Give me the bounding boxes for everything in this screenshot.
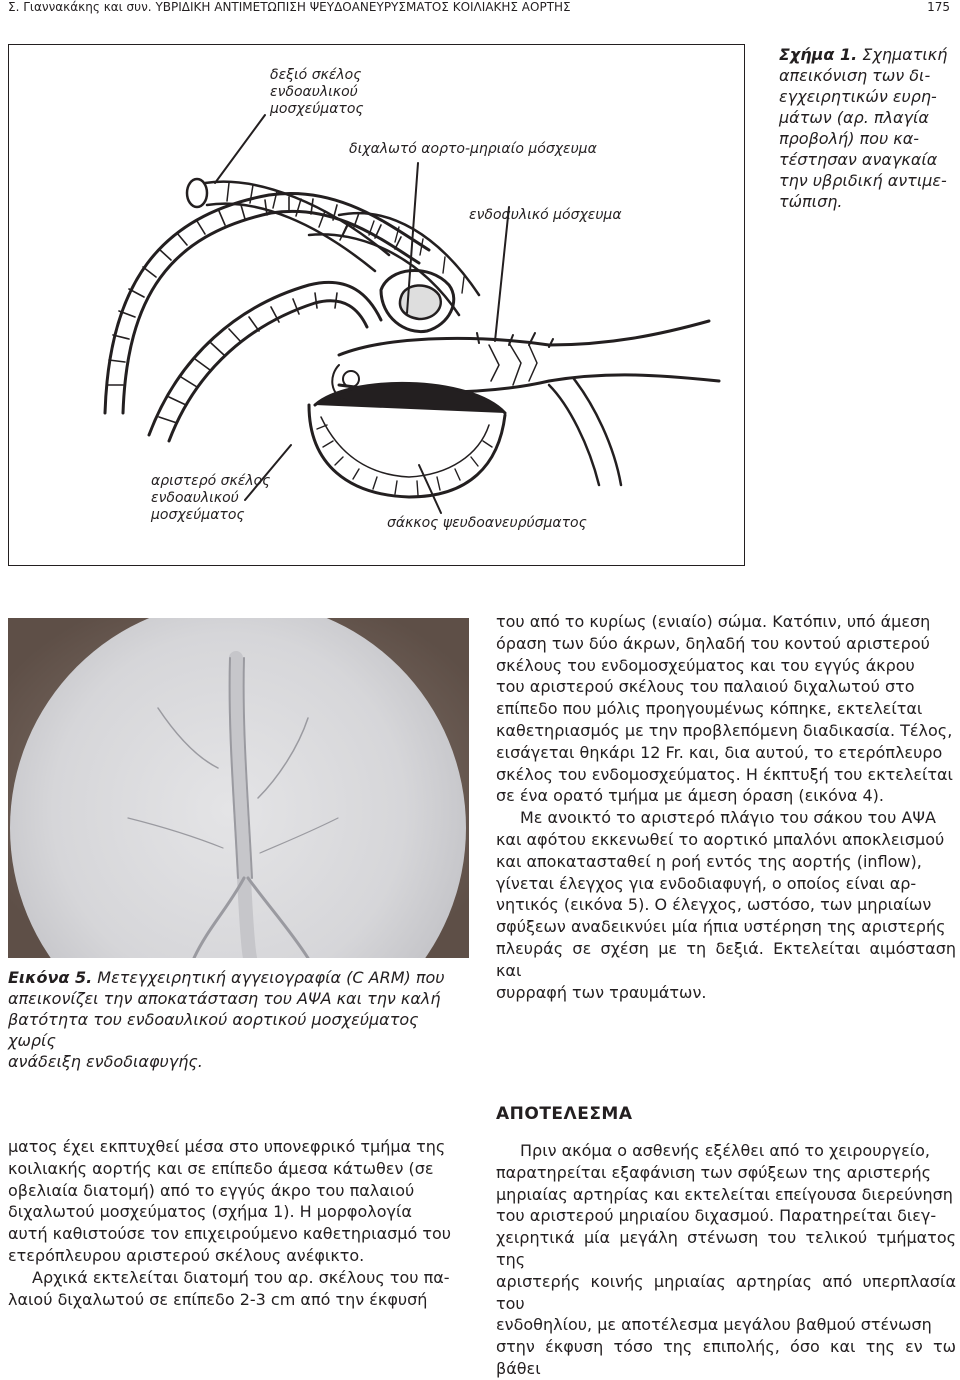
figure-1-caption-label: Σχήμα 1. (779, 45, 858, 64)
label-bifurcated-graft: διχαλωτό αορτο-μηριαίο μόσχευμα (349, 141, 597, 157)
label-right-limb-line: ενδοαυλικού (270, 84, 358, 100)
paragraph (496, 611, 956, 807)
label-right-limb (270, 67, 364, 118)
text-line: νητικός (εικόνα 5). Ο έλεγχος, ωστόσο, των μηριαίων (496, 895, 932, 915)
text-line: κοιλιακής αορτής και σε επίπεδο άμεσα κάτωθεν (σε (8, 1158, 434, 1178)
caption-line: τέστησαν αναγκαία (779, 150, 938, 169)
figure-1-caption (779, 44, 957, 212)
label-left-limb-line: ενδοαυλικού (151, 490, 239, 506)
caption-line: ανάδειξη ενδοδιαφυγής. (8, 1052, 203, 1071)
text-line: σκέλους του ενδομοσχεύματος και του εγγύς άκρου (496, 655, 915, 675)
page-number: 175 (927, 0, 950, 14)
text-line: διχαλωτού μοσχεύματος (σχήμα 1). Η μορφολογία (8, 1202, 412, 1222)
running-header (8, 0, 952, 16)
label-left-limb (151, 473, 270, 524)
caption-line: εγχειρητικών ευρη- (779, 87, 937, 106)
text-line: μηριαίας αρτηρίας και εκτελείται επείγουσα διερεύνηση (496, 1184, 953, 1204)
caption-line: τώπιση. (779, 192, 843, 211)
text-line: ενδοθηλίου, με αποτέλεσμα μεγάλου βαθμού στένωση (496, 1315, 932, 1335)
text-line: συρραφή των τραυμάτων. (496, 982, 707, 1002)
figure-5-caption (8, 967, 470, 1072)
text-line: ματος έχει εκπτυχθεί μέσα στο υπονεφρικό τμήμα της (8, 1137, 446, 1156)
text-line: παρατηρείται εξαφάνιση των σφύξεων της αριστερής (496, 1162, 931, 1182)
text-line: σφύξεων αναδεικνύει μία ήπια υστέρηση της αριστερής (496, 917, 946, 937)
text-line: του από το κυρίως (ενιαίο) σώμα. Κατόπιν, υπό άμεση (496, 612, 931, 631)
text-line: όραση των δύο άκρων, δηλαδή του κοντού αριστερού (496, 633, 930, 653)
text-line: σε ένα ορατό τμήμα με άμεση όραση (εικόνα 4). (496, 786, 884, 806)
angiography-drawing (8, 618, 469, 958)
body-text-left-column (8, 1136, 470, 1310)
text-line: Με ανοικτό το αριστερό πλάγιο του σάκου του ΑΨΑ (520, 808, 936, 828)
caption-line: βατότητα του ενδοαυλικού αορτικού μοσχεύματος χωρίς (8, 1010, 419, 1050)
caption-line: μάτων (αρ. πλαγία (779, 108, 929, 127)
text-line: στην έκφυση τόσο της επιπολής, όσο και της εν τω βάθει (496, 1337, 956, 1378)
text-line: Αρχικά εκτελείται διατομή του αρ. σκέλους του πα- (32, 1267, 450, 1287)
figure-1-caption-text: Σχηματική (857, 45, 948, 64)
text-line: επίπεδο που μόλις προηγουμένως κόπηκε, εκτελείται (496, 699, 923, 719)
text-line: καθετηριασμός με την προβλεπόμενη διαδικασία. Τέλος, (496, 720, 953, 740)
running-header-title: Σ. Γιαννακάκης και συν. ΥΒΡΙΔΙΚΗ ΑΝΤΙΜΕΤΩΠΙΣΗ ΨΕΥΔΟΑΝΕΥΡΥΣΜΑΤΟΣ ΚΟΙΛΙΑΚΗΣ ΑΟΡΤΗΣ (8, 0, 571, 14)
figure-1-schematic (8, 44, 745, 566)
text-line: ετερόπλευρου αριστερού σκέλους ανέφικτο. (8, 1245, 365, 1265)
text-line: γίνεται έλεγχος για ενδοδιαφυγή, ο οποίος είναι αρ- (496, 873, 917, 893)
caption-line: απεικονίζει την αποκατάσταση του ΑΨΑ και την καλή (8, 989, 441, 1008)
text-line: αριστερής κοινής μηριαίας αρτηρίας από υπερπλασία του (496, 1271, 956, 1313)
caption-line: προβολή) που κα- (779, 129, 920, 148)
label-right-limb-line: δεξιό σκέλος (270, 67, 362, 83)
label-endovascular-graft: ενδοαυλικό μόσχευμα (469, 207, 622, 223)
text-line: σκέλος του ενδομοσχεύματος. Η έκπτυξή του εκτελείται (496, 764, 953, 784)
text-line: εισάγεται θηκάρι 12 Fr. και, δια αυτού, το ετερόπλευρο (496, 742, 943, 762)
caption-line: Μετεγχειρητική αγγειογραφία (C ARM) που (92, 968, 445, 987)
label-pseudoaneurysm-sac: σάκκος ψευδοανευρύσματος (387, 515, 587, 531)
paragraph (8, 1267, 470, 1311)
text-line: του αριστερού σκέλους του παλαιού διχαλωτού στο (496, 677, 915, 697)
body-text-right-column (496, 611, 956, 1003)
text-line: οβελιαία διατομή) από το εγγύς άκρο του παλαιού (8, 1180, 415, 1200)
paragraph (496, 807, 956, 1003)
figure-5-angiography-image (8, 618, 469, 958)
text-line: του αριστερού μηριαίου διχασμού. Παρατηρείται διεγ- (496, 1206, 937, 1226)
caption-line: την υβριδική αντιμε- (779, 171, 947, 190)
section-heading-results: ΑΠΟΤΕΛΕΣΜΑ (496, 1104, 633, 1124)
label-left-limb-line: μοσχεύματος (151, 507, 245, 523)
label-left-limb-line: αριστερό σκέλος (151, 473, 271, 489)
figure-1-drawing (9, 45, 743, 564)
text-line: πλευράς σε σχέση με τη δεξιά. Εκτελείται αιμόσταση και (496, 938, 956, 980)
text-line: και αφότου εκκενωθεί το αορτικό μπαλόνι αποκλεισμού (496, 829, 945, 849)
text-line: λαιού διχαλωτού σε επίπεδο 2-3 cm από την έκφυσή (8, 1289, 428, 1309)
text-line: και αποκατασταθεί η ροή εντός της αορτής (inflow), (496, 851, 922, 871)
paragraph (8, 1136, 470, 1267)
figure-5-caption-label: Εικόνα 5. (8, 968, 93, 987)
text-line: αυτή καθιστούσε τον επιχειρούμενο καθετηριασμό του (8, 1224, 452, 1244)
text-line: χειρητικά μία μεγάλη στένωση του τελικού τμήματος της (496, 1228, 956, 1269)
label-right-limb-line: μοσχεύματος (270, 101, 364, 117)
caption-line: απεικόνιση των δι- (779, 66, 931, 85)
text-line: Πριν ακόμα ο ασθενής εξέλθει από το χειρουργείο, (520, 1141, 931, 1160)
body-text-right-column-results (496, 1140, 956, 1380)
paragraph (496, 1140, 956, 1380)
